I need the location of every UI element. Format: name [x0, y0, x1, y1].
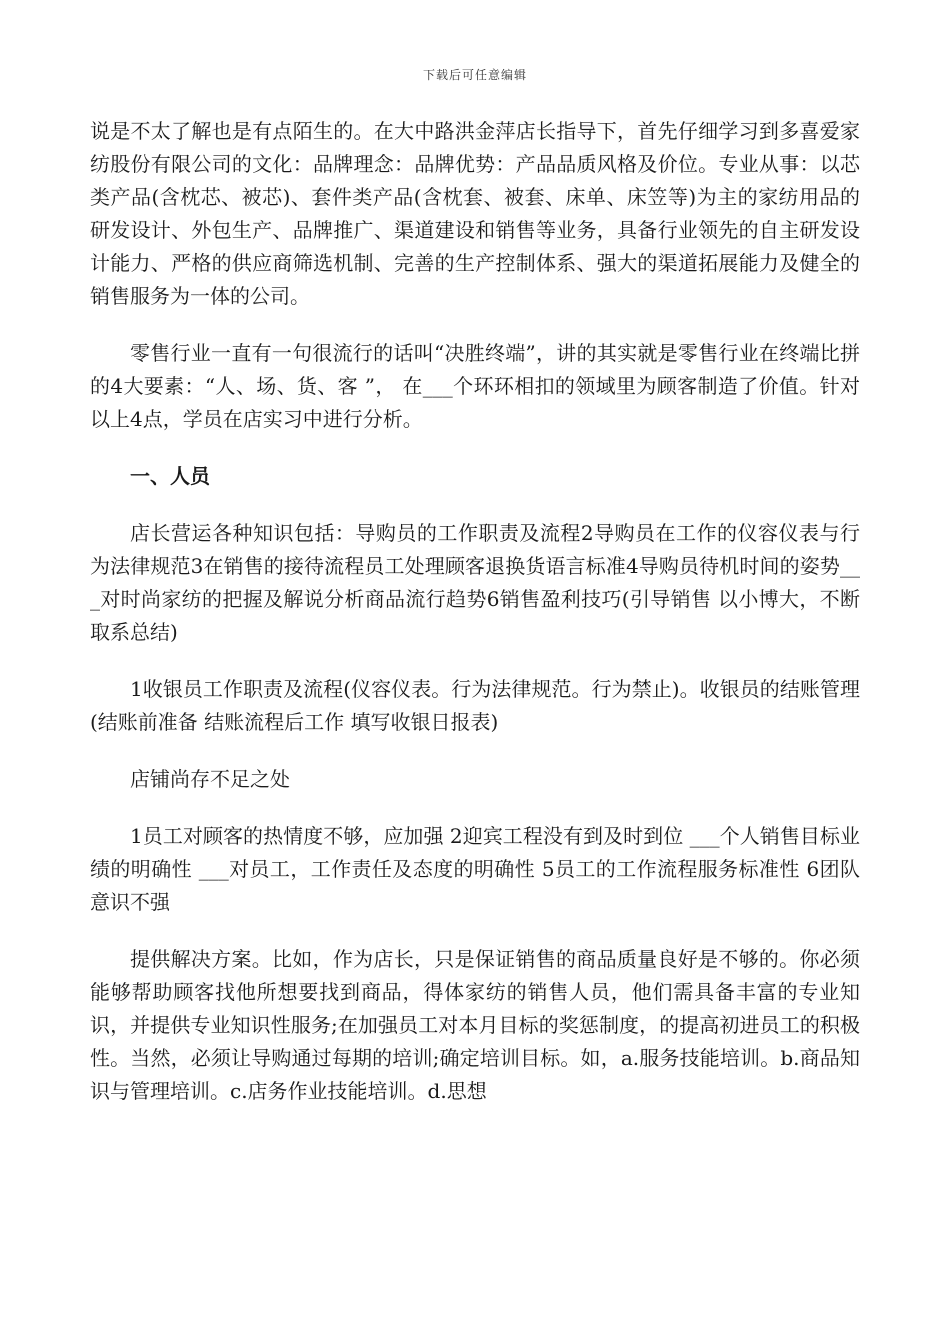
- paragraph-shortcomings-title: 店铺尚存不足之处: [130, 767, 290, 791]
- paragraph-company-culture: 说是不太了解也是有点陌生的。在大中路洪金萍店长指导下，首先仔细学习到多喜爱家纺股份有限公司的文化：品牌理念：品牌优势：产品品质风格及价位。专业从事：以芯类产品(含枕芯、被芯)、套件类产品(含枕套、被套、床单、床笠等)为主的家纺用品的研发设计、外包生产、品牌推广、渠道建设和销售等业务，具备行业领先的自主研发设计能力、严格的供应商筛选机制、完善的生产控制体系、强大的渠道拓展能力及健全的销售服务为一体的公司。: [90, 119, 860, 308]
- paragraph-manager-knowledge: 店长营运各种知识包括：导购员的工作职责及流程2导购员在工作的仪容仪表与行为法律规范3在销售的接待流程员工处理顾客退换货语言标准4导购员待机时间的姿势___对时尚家纺的把握及解说分析商品流行趋势6销售盈利技巧(引导销售 以小博大，不断取系总结): [90, 521, 860, 644]
- section-heading-personnel: 一、人员: [130, 464, 210, 488]
- document-body: [90, 115, 860, 1132]
- paragraph-retail-elements: 零售行业一直有一句很流行的话叫“决胜终端”，讲的其实就是零售行业在终端比拼的4大要素：“人、场、货、客 ”， 在___个环环相扣的领域里为顾客制造了价值。针对以上4点，学员在店实习中进行分析。: [90, 341, 860, 431]
- paragraph-solutions: 提供解决方案。比如，作为店长，只是保证销售的商品质量良好是不够的。你必须能够帮助顾客找他所想要找到商品，得体家纺的销售人员，他们需具备丰富的专业知识，并提供专业知识性服务;在加强员工对本月目标的奖惩制度，的提高初进员工的积极性。当然，必须让导购通过每期的培训;确定培训目标。如，a.服务技能培训。b.商品知识与管理培训。c.店务作业技能培训。d.思想: [90, 947, 860, 1103]
- page-header: 下载后可任意编辑: [422, 68, 527, 82]
- paragraph-cashier-duties: 1收银员工作职责及流程(仪容仪表。行为法律规范。行为禁止)。收银员的结账管理(结账前准备 结账流程后工作 填写收银日报表): [90, 677, 860, 734]
- paragraph-shortcomings-list: 1员工对顾客的热情度不够，应加强 2迎宾工程没有到及时到位 ___个人销售目标业绩的明确性 ___对员工，工作责任及态度的明确性 5员工的工作流程服务标准性 6团队意识不强: [90, 824, 860, 914]
